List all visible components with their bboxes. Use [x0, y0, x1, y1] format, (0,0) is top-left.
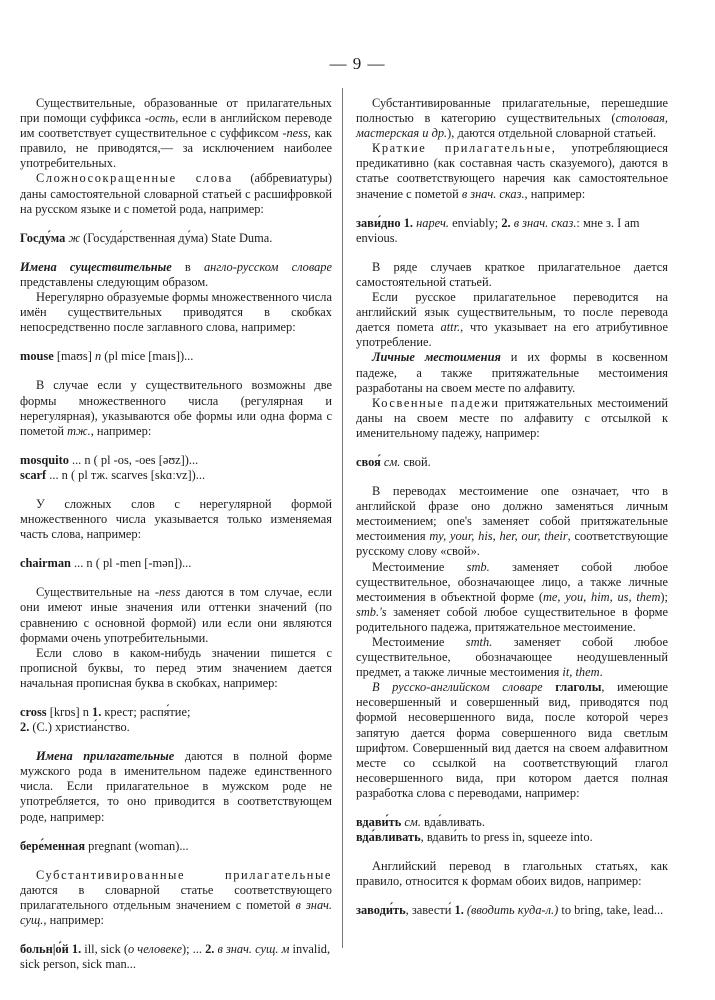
paragraph: В ряде случаев краткое прилагательное дается самостоятельной статьей.	[356, 259, 668, 289]
paragraph: В случае если у существительного возможны две формы множественного числа (регулярная и нерегулярная), указываются обе формы или одна форма с пометой тж., например:	[20, 378, 332, 438]
dictionary-example: своя́ см. свой.	[356, 454, 431, 469]
dictionary-example: вда́вливать, вдави́ть to press in, squeeze into.	[356, 830, 593, 845]
left-column	[20, 96, 332, 986]
paragraph: Имена существительные в англо-русском словаре представлены следующим образом.	[20, 259, 332, 289]
paragraph: Местоимение smth. заменяет собой любое существительное, обозначающее неодушевленный предмет, а также личные местоимения it, them.	[356, 635, 668, 680]
paragraph: Личные местоимения и их формы в косвенном падеже, а также притяжательные местоимения разработаны на своем месте по алфавиту.	[356, 350, 668, 395]
dictionary-example: chairman ... n ( pl -men [-mən])...	[20, 556, 192, 571]
dictionary-example: scarf ... n ( pl тж. scarves [skɑːvz])...	[20, 467, 206, 482]
dictionary-example: Госду́ма ж (Госуда́рственная ду́ма) State Duma.	[20, 230, 273, 245]
paragraph: В русско-английском словаре глаголы, имеющие несовершенный и совершенный вид, приводятся под формой несовершенного вида, после которой через запятую дается форма совершенного вида светлым шрифтом. Совершенный вид дается на своем алфавитном месте со ссылкой на соответствующий глагол несовершенного вида, при котором дается полная разработка слова с переводами, например:	[356, 680, 668, 800]
page-number: — 9 —	[329, 54, 386, 73]
paragraph: В переводах местоимение one означает, что в английской фразе оно должно заменяться личным местоимением; one's заменяет собой притяжательные местоимения my, your, his, her, our, their, соответствующие русскому слову «свой».	[356, 484, 668, 559]
paragraph: Краткие прилагательные, употребляющиеся предикативно (как составная часть сказуемого), даются в статье соответствующего наречия как самостоятельное значение с пометой в знач. сказ., например:	[356, 141, 668, 201]
paragraph: Субстантивированные прилагательные даются в словарной статье соответствующего прилагательного отдельным значением с пометой в знач. сущ., например:	[20, 867, 332, 928]
paragraph: Субстантивированные прилагательные, перешедшие полностью в категорию существительных (столовая, мастерская и др.), даются отдельной словарной статьей.	[356, 96, 668, 141]
dictionary-example: больн|о́й 1. ill, sick (о человеке); ... 2. в знач. сущ. м invalid, sick person, sick man...	[20, 942, 331, 972]
dictionary-example: 2. (С.) христиа́нство.	[20, 720, 130, 735]
dictionary-example: вдави́ть см. вда́вливать.	[356, 815, 485, 830]
right-column	[356, 96, 668, 933]
dictionary-example: зави́дно 1. нареч. enviably; 2. в знач. сказ.: мне з. I am envious.	[356, 215, 640, 245]
dictionary-example: заводи́ть, завести́ 1. (вводить куда-л.) to bring, take, lead...	[356, 903, 664, 918]
paragraph: Существительные на -ness даются в том случае, если они имеют иные значения или оттенки значений (по сравнению с основной формой) или если они являются формами очень употребительными.	[20, 585, 332, 645]
paragraph: Английский перевод в глагольных статьях, как правило, относится к формам обоих видов, например:	[356, 859, 668, 889]
paragraph: Если русское прилагательное переводится на английский язык существительным, то после перевода дается помета attr., что указывает на его атрибутивное употребление.	[356, 290, 669, 350]
column-divider	[342, 88, 343, 948]
dictionary-example: mouse [maʊs] n (pl mice [maɪs])...	[20, 349, 194, 364]
paragraph: Сложносокращенные слова (аббревиатуры) даны самостоятельной словарной статьей с расшифровкой на русском языке и с пометой рода, например:	[20, 171, 332, 216]
paragraph: Имена прилагательные даются в полной форме мужского рода в именительном падеже единственного числа. Если прилагательное в мужском роде не употребляется, то оно приводится в соответствующем роде, например:	[20, 749, 333, 824]
paragraph: Косвенные падежи притяжательных местоимений даны на своем месте по алфавиту с отсылкой к именительному падежу, например:	[356, 395, 668, 440]
paragraph: Существительные, образованные от прилагательных при помощи суффикса -ость, если в английском переводе им соответствует существительное с суффиксом -ness, как правило, не приводятся,— за исключением наиболее употребительных.	[20, 96, 332, 171]
paragraph: Нерегулярно образуемые формы множественного числа имён существительных приводятся в скобках непосредственно после заглавного слова, например:	[20, 290, 332, 335]
dictionary-example: бере́менная pregnant (woman)...	[20, 838, 189, 853]
dictionary-example: cross [krɒs] n 1. крест; распя́тие;	[20, 705, 191, 719]
dictionary-example: mosquito ... n ( pl -os, -oes [əʊz])...	[20, 452, 199, 467]
paragraph: У сложных слов с нерегулярной формой множественного числа указывается только изменяемая часть слова, например:	[20, 496, 332, 542]
paragraph: Местоимение smb. заменяет собой любое существительное, обозначающее лицо, а также личные местоимения в объектной форме (me, you, him, us, them); smb.'s заменяет собой любое существительное в форме родительного падежа, притяжательное местоимение.	[356, 559, 668, 634]
paragraph: Если слово в каком-нибудь значении пишется с прописной буквы, то перед этим значением дается начальная прописная буква в скобках, например:	[20, 645, 332, 690]
